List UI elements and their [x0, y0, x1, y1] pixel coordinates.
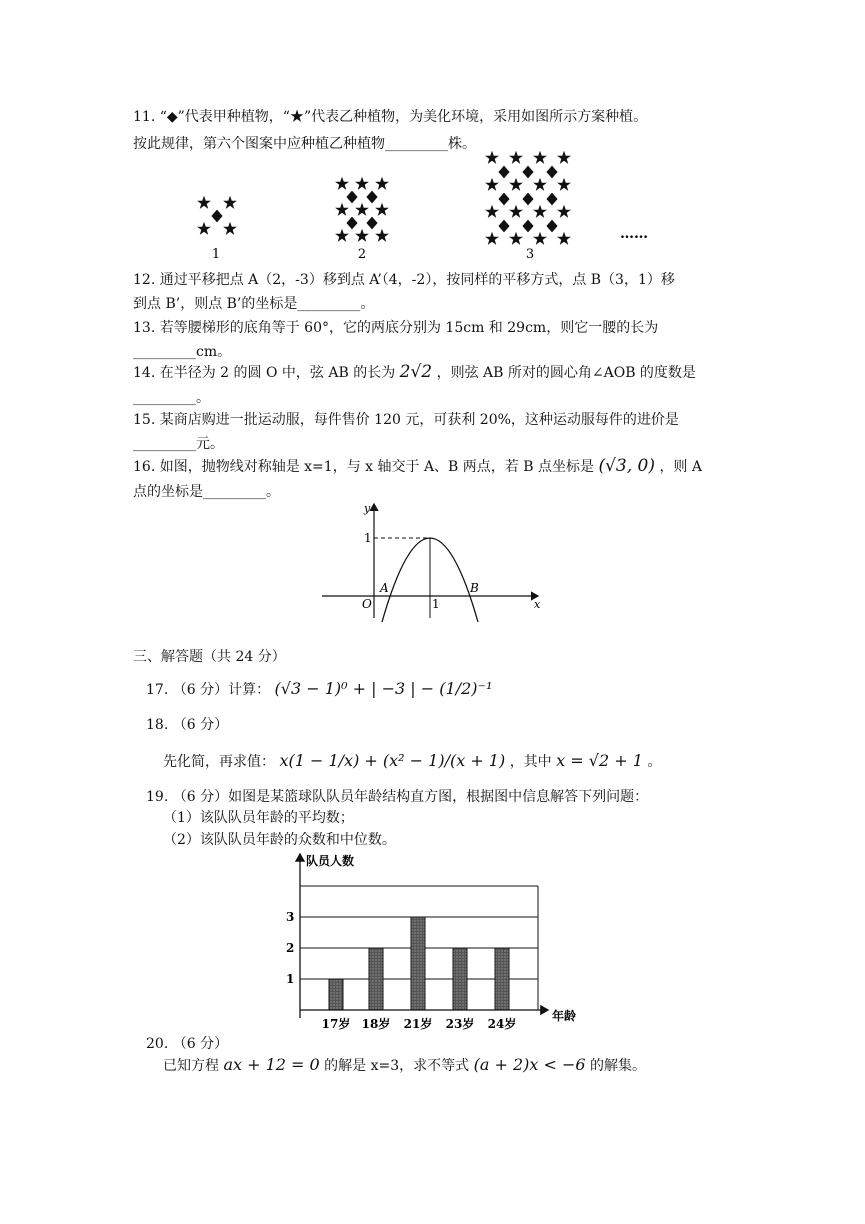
q11-pattern-figure [180, 140, 680, 265]
q19-sub-2: （2）该队队员年龄的众数和中位数。 [163, 832, 396, 848]
pattern-label-3: 3 [525, 247, 535, 262]
category-label: 24岁 [487, 1017, 517, 1031]
q17-prefix: 17. （6 分）计算： [146, 682, 271, 698]
q18-mid: ，其中 [509, 754, 552, 770]
q20-inequality: (a + 2)x < −6 [473, 1055, 586, 1074]
pattern-3 [485, 151, 571, 245]
q12-line-1: 12. 通过平移把点 A（2，-3）移到点 A’（4，-2），按同样的平移方式，点 B（3，1）移 [133, 272, 675, 288]
pattern-ellipsis: …… [620, 226, 648, 242]
y-tick-label: 3 [286, 910, 295, 924]
q14-text-a: 14. 在半径为 2 的圆 O 中，弦 AB 的长为 [133, 365, 396, 381]
bar-1 [329, 979, 343, 1010]
category-label: 21岁 [403, 1017, 433, 1031]
y-axis-label: y [364, 502, 371, 515]
chart-categories [322, 1016, 517, 1031]
bar-5 [495, 948, 509, 1010]
chart-x-label: 年龄 [552, 1009, 577, 1023]
pattern-label-2: 2 [357, 247, 367, 262]
pattern-2 [335, 177, 389, 242]
q20-equation: ax + 12 = 0 [223, 1055, 320, 1074]
category-label: 17岁 [321, 1017, 351, 1031]
chart-bars [329, 917, 509, 1010]
section-heading: 三、解答题（共 24 分） [133, 649, 286, 665]
point-b-label: B [470, 581, 479, 595]
bar-4 [453, 948, 467, 1010]
q18-line-1: 18. （6 分） [146, 717, 229, 733]
q16-math: (√3, 0) [598, 456, 655, 476]
q17-line [146, 679, 746, 700]
age-histogram [270, 848, 590, 1038]
q11-line-2: 按此规律，第六个图案中应种植乙种植物_________株。 [133, 136, 476, 152]
q16-text-a: 16. 如图，抛物线对称轴是 x=1，与 x 轴交于 A、B 两点，若 B 点坐标是 [133, 459, 594, 475]
q15-line-1: 15. 某商店购进一批运动服，每件售价 120 元，可获利 20%，这种运动服每件的进价是 [133, 412, 679, 428]
x-tick-one: 1 [432, 597, 440, 611]
q18-line-2 [163, 751, 763, 772]
point-a-label: A [380, 581, 389, 595]
q17-expression: (√3 − 1)⁰ + | −3 | − (1/2)⁻¹ [274, 679, 493, 698]
q15-line-2: _________元。 [133, 436, 224, 452]
q20-mid: 的解是 x=3，求不等式 [324, 1058, 470, 1074]
q11-line-1: 11. “◆”代表甲种植物，“★”代表乙种植物，为美化环境，采用如图所示方案种植。 [133, 109, 648, 125]
q14-line-1 [133, 362, 733, 383]
q19-line-1: 19. （6 分）如图是某篮球队队员年龄结构直方图，根据图中信息解答下列问题： [146, 789, 649, 805]
y-tick-label: 2 [286, 941, 295, 955]
q20-line-2 [163, 1055, 763, 1076]
q14-line-2: _________。 [133, 390, 210, 406]
q16-text-b: ，则 A [659, 459, 702, 475]
q18-prefix: 先化简，再求值： [163, 754, 275, 770]
chart-ticks [286, 910, 294, 986]
q14-text-b: ，则弦 AB 所对的圆心角∠AOB 的度数是 [436, 365, 696, 381]
q20-prefix: 已知方程 [163, 1058, 219, 1074]
q14-math: 2√2 [399, 362, 433, 382]
origin-label: O [362, 597, 372, 611]
q16-line-2: 点的坐标是_________。 [133, 484, 280, 500]
q13-line-1: 13. 若等腰梯形的底角等于 60°，它的两底分别为 15cm 和 29cm，则它一腰的长为 [133, 320, 659, 336]
pattern-1 [197, 196, 237, 235]
q20-line-1: 20. （6 分） [146, 1036, 229, 1052]
pattern-label-1: 1 [211, 247, 221, 262]
q18-condition: x = √2 + 1 [556, 751, 643, 770]
category-label: 23岁 [445, 1017, 475, 1031]
q20-end: 的解集。 [590, 1058, 647, 1074]
q18-expression: x(1 − 1/x) + (x² − 1)/(x + 1) [279, 751, 506, 770]
bar-2 [369, 948, 383, 1010]
x-axis-label: x [534, 598, 541, 611]
category-label: 18岁 [361, 1017, 391, 1031]
q13-line-2: _________cm。 [133, 344, 232, 360]
q16-line-1 [133, 456, 733, 477]
chart-y-label: 队员人数 [306, 854, 355, 868]
q18-end: 。 [647, 754, 662, 770]
y-tick-label: 1 [286, 972, 295, 986]
parabola-graph [320, 498, 550, 623]
q19-sub-1: （1）该队队员年龄的平均数； [163, 810, 354, 826]
y-tick-one: 1 [364, 531, 372, 545]
bar-3 [411, 917, 425, 1010]
q12-line-2: 到点 B’，则点 B’的坐标是_________。 [133, 296, 375, 312]
